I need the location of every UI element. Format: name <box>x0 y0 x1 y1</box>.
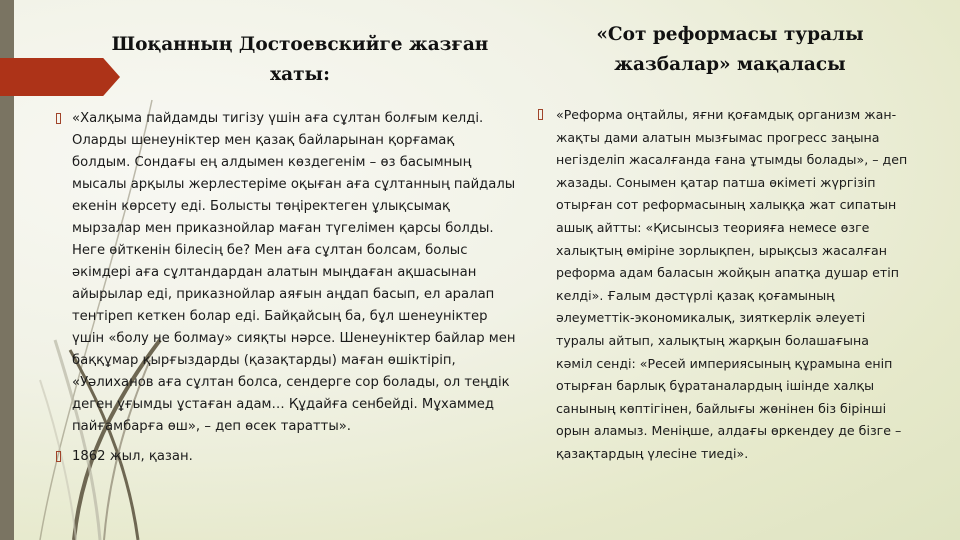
bullet-icon <box>56 451 61 462</box>
right-title: «Сот реформасы туралы жазбалар» мақаласы <box>596 24 864 75</box>
left-column <box>56 108 516 476</box>
bullet-icon <box>538 109 543 120</box>
bullet-icon <box>56 113 61 124</box>
right-column <box>538 104 908 474</box>
paragraph-text: «Халқыма пайдамды тигізу үшін аға сұлтан болғым келді. Оларды шенеуніктер мен қазақ байларынан қорғамақ болдым. Сондағы ең алдымен көздегенім – өз басымның мысалы арқылы жерлестеріме оқыған аға сұлтанның пайдалы екенін көрсету еді. Болысты төңіректеген ұлықсымақ мырзалар мен приказнойлар маған түгелімен қарсы болды. Неге өйткенін білесің бе? Мен аға сұлтан болсам, болыс әкімдері аға сұлтандардан алатын мыңдаған ақшасынан айырылар еді, приказнойлар аяғын аңдап басып, ел аралап тентіреп кеткен болар еді. Байқайсың ба, бұл шенеуніктер үшін «болу не болмау» сияқты нәрсе. Шенеуніктер байлар мен баққұмар қырғыздарды (қазақтарды) маған өшіктіріп, «Уәлиханов аға сұлтан болса, сендерге сор болады, ол теңдік деген ұғымды ұстаған адам… Құдайға сенбейді. Мұхаммед пайғамбарға өш», – деп өсек таратты». <box>72 111 516 434</box>
left-title: Шоқанның Достоевскийге жазған хаты: <box>111 34 489 85</box>
paragraph-text: 1862 жыл, қазан. <box>72 449 193 464</box>
right-paragraph <box>538 104 908 466</box>
left-paragraph-date <box>56 446 516 468</box>
left-paragraph-letter <box>56 108 516 438</box>
paragraph-text: «Реформа оңтайлы, яғни қоғамдық организм жан-жақты дами алатын мызғымас прогресс заңына негізделіп жасалғанда ғана ұтымды болады», – деп жазады. Сонымен қатар патша өкіметі жүргізіп отырған сот реформасының халыққа жат сипатын ашық айтты: «Қисынсыз теорияға немесе өзге халықтың өміріне зорлықпен, ырықсыз жасалған реформа адам баласын жойқын апатқа душар етіп келді». Ғалым дәстүрлі қазақ қоғамының әлеуметтік-экономикалық, зияткерлік әлеуеті туралы айтып, халықтың жарқын болашағына кәміл сенді: «Ресей империясының құрамына еніп отырған барлық бұратаналардың ішінде халқы санының көптігінен, байлығы жөнінен біз бірінші орын аламыз. Меніңше, алдағы өркендеу де бізге – қазақтардың үлесіне тиеді». <box>556 107 908 461</box>
